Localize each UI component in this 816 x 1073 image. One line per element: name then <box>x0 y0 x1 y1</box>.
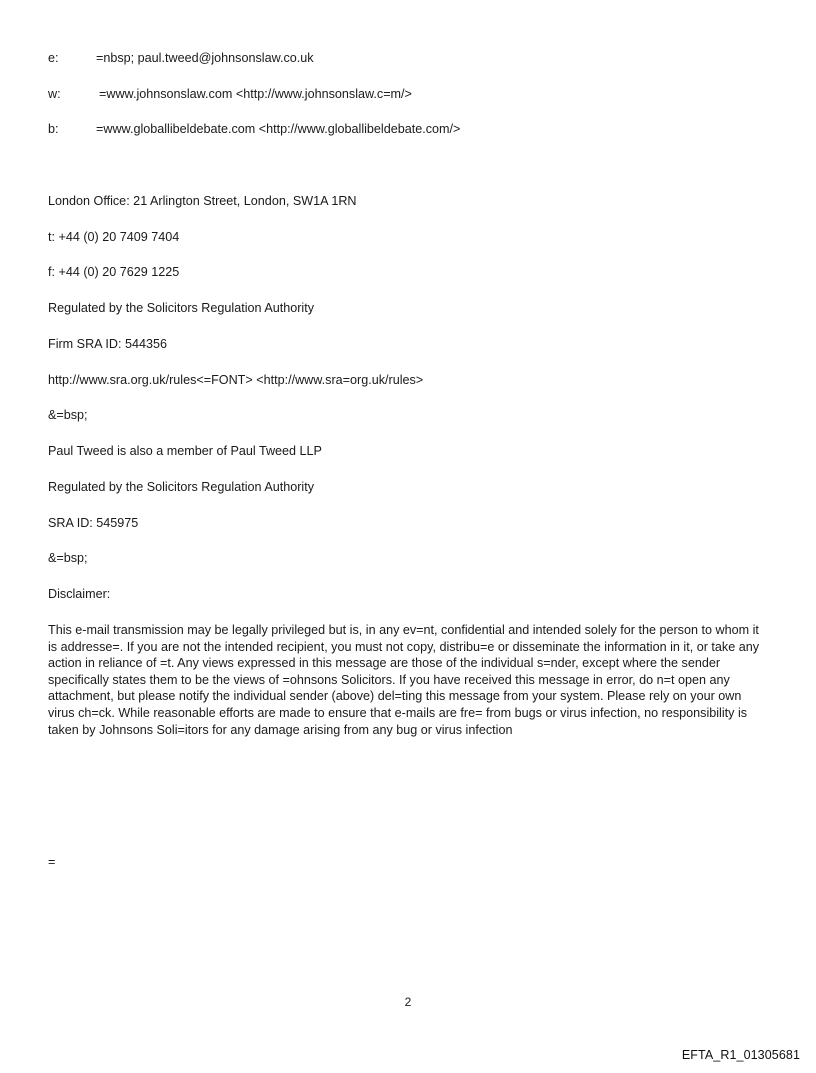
sra-rules-link: http://www.sra.org.uk/rules<=FONT> <http://www.sra=org.uk/rules> <box>48 373 424 387</box>
web-label: w: <box>48 87 61 101</box>
document-stamp: EFTA_R1_01305681 <box>681 1048 800 1062</box>
email-label: e: <box>48 51 59 65</box>
office-regulated: Regulated by the Solicitors Regulation Authority <box>48 301 315 315</box>
member-sra-id: SRA ID: 545975 <box>48 516 139 530</box>
nbsp-line-2: &=bsp; <box>48 551 88 565</box>
page-number: 2 <box>404 995 412 1009</box>
blog-value: =www.globallibeldebate.com <http://www.globallibeldebate.com/> <box>96 122 461 136</box>
email-value: =nbsp; paul.tweed@johnsonslaw.co.uk <box>96 51 314 65</box>
trailing-marker: = <box>48 855 56 869</box>
nbsp-line-1: &=bsp; <box>48 408 88 422</box>
firm-sra-id: Firm SRA ID: 544356 <box>48 337 167 351</box>
member-regulated: Regulated by the Solicitors Regulation Authority <box>48 480 315 494</box>
disclaimer-body: This e-mail transmission may be legally privileged but is, in any ev=nt, confidential and intended solely for the person to whom it is addresse=. If you are not the intended recipient, you must not copy, distribu=e or disseminate the information in it, or take any action in reliance of =t. Any views expressed in this message are those of the individual s=nder, except where the sender specifically states them to be the views of =ohnsons Solicitors. If you have received this message in error, do n=t open any attachment, but please notify the individual sender (above) del=ting this message from your system. Please rely on your own virus ch=ck. While reasonable efforts are made to ensure that e-mails are fre= from bugs or virus infection, no responsibility is taken by Johnsons Soli=itors for any damage arising from any bug or virus infection <box>48 623 760 737</box>
disclaimer-heading: Disclaimer: <box>48 587 111 601</box>
member-line: Paul Tweed is also a member of Paul Tweed LLP <box>48 444 322 458</box>
web-value: =www.johnsonslaw.com <http://www.johnsonslaw.c=m/> <box>99 87 412 101</box>
office-fax: f: +44 (0) 20 7629 1225 <box>48 265 180 279</box>
blog-label: b: <box>48 122 59 136</box>
office-address: London Office: 21 Arlington Street, London, SW1A 1RN <box>48 194 357 208</box>
office-phone: t: +44 (0) 20 7409 7404 <box>48 230 180 244</box>
